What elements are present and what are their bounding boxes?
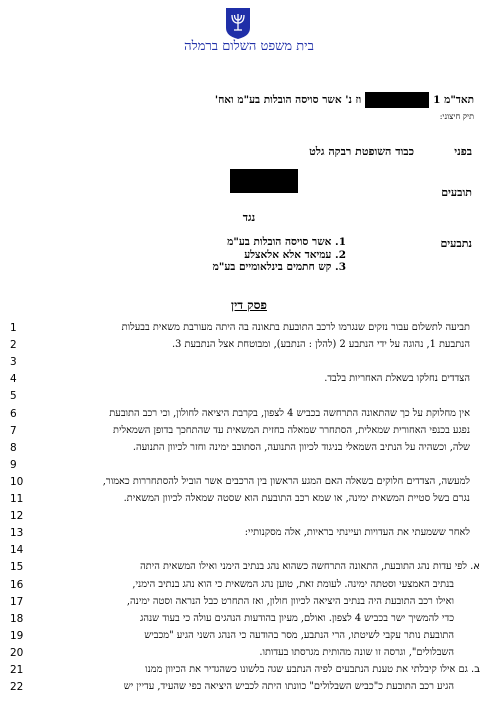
line-number: 2 [10, 339, 17, 352]
plaintiffs-label: תובעים [441, 186, 472, 199]
court-name: בית משפט השלום ברמלה [184, 39, 314, 54]
line-number: 13 [10, 527, 24, 540]
line-number: 6 [10, 407, 17, 420]
line-number: 17 [10, 595, 24, 608]
paragraph-text: גם אילו קיבלתי את טענת הנתבעים לפיה הנתבע שגה בלשונו כשהגדיר את הכיוון ממנו [145, 664, 468, 675]
defendants-list [213, 236, 346, 274]
defendant-item: 1. אשר סויסה הובלות בע"מ [227, 236, 346, 248]
line-number: 1 [10, 322, 17, 334]
line-number: 20 [10, 646, 24, 659]
defendant-item: 3. קש חתמים בינלאומיים בע"מ [212, 261, 346, 273]
line-number: 8 [10, 441, 17, 454]
defendants-label: נתבעים [440, 237, 472, 250]
versus-label: נגד [242, 211, 256, 224]
line-number: 4 [10, 373, 17, 386]
line-number: 15 [10, 561, 24, 574]
judge-name: כבוד השופטת רבקה גלט [309, 145, 414, 158]
body-line-text: בנתיב האמצעי וסטתה ימינה. לעומת זאת, טוען נהג המשאית כי הוא נהג בנתיב הימני, [132, 578, 454, 590]
body-line-text [145, 664, 480, 675]
body-line-text: ואילו רכב התובעת היה בנתיב היציאה לכיוון חולון, ואז התחרט כבל הנראה וסטה ימינה, [126, 595, 454, 607]
body-line-text: כדי להמשיך ישר בכביש 4 לצפון. ואולם, מעיון בהודעות הנהגים עולה כי בעוד שנהג [140, 612, 454, 624]
line-number: 5 [10, 390, 17, 403]
body-line-text: למעשה, הצדדים חלוקים בשאלה האם המגע הראשון בין הרכבים אשר הוביל להסתחררות כאמור, [102, 475, 470, 487]
body-line-text: נגרם בשל סטיית המשאית ימינה, או שמא רכב התובעת הוא שסטה שמאלה לכיוון המשאית. [123, 493, 470, 504]
external-case-label: תיק חיצוני: [439, 112, 474, 121]
line-number: 18 [10, 612, 24, 625]
state-emblem-icon [224, 6, 252, 40]
case-number-line [34, 92, 474, 108]
body-line-text: התובעת נותר עקבי לשיטתו, הרי הנתבע, מסר בהודעה כי הנהג השני הגיע "מכביש [144, 629, 454, 641]
redaction-bar [365, 92, 429, 108]
verdict-title: פסק דין [231, 298, 267, 312]
body-line-text: הגיע רכב התובעת כ"כביש השבלולים" כוונתו היתה לכביש היציאה כפי שהעיד, עדיין יש [123, 681, 454, 693]
body-line-text: שלה, וכשהיה על הנתיב השמאלי בניגוד לכיוון התנועה, הסתובב ימינה וחזר לכיוון התנועה. [132, 441, 470, 453]
line-number: 3 [10, 356, 17, 369]
paragraph-marker: א. [470, 561, 480, 573]
line-number: 7 [10, 424, 17, 437]
line-number: 14 [10, 544, 24, 557]
line-number: 22 [10, 681, 24, 694]
body-line-text: נפגע בכנפי האחורית שמאלית, הסתחרר שמאלה בחזית המשאית עד שהתחכך בדופן השמאלית [113, 424, 470, 436]
line-number: 12 [10, 510, 24, 523]
body-line-text: הנתבעת 1, נהוגה על ידי הנתבע 2 (להלן : הנתבע), ומבוטחת אצל הנתבעת 3. [172, 339, 470, 351]
before-label: בפני [454, 145, 472, 158]
line-number: 9 [10, 458, 17, 471]
paragraph-marker: ב. [471, 664, 480, 675]
line-number: 19 [10, 629, 24, 642]
body-line-text: השבלולים", וגרסה זו שונה מהותית מגרסתו בעדותו. [259, 646, 454, 658]
line-number: 11 [10, 493, 24, 505]
body-line-text: אין מחלוקת על כך שהתאונה התרחשה בכביש 4 לצפון, בקרבת היציאה לחולון, וכי רכב התובעת [109, 407, 470, 419]
body-line-text: לאחר ששמעתי את העדויות ועיינתי בראיות, אלה מסקנותיי: [244, 527, 470, 539]
redacted-plaintiff-name [230, 169, 298, 193]
body-line-text: תביעה לתשלום עבור נזקים שנגרמו לרכב התובעת בתאונה בה היתה מעורבת משאית בבעלות [121, 322, 470, 333]
defendant-item: 2. עמיאד אלא אלאצלע [244, 248, 346, 261]
case-title: וז נ' אשר סויסה הובלות בע"מ ואח' [214, 94, 362, 106]
body-line-text: הצדדים נחלקו בשאלת האחריות בלבד. [324, 373, 470, 385]
line-number: 16 [10, 578, 24, 591]
paragraph-text: לפי עדות נהג התובעת, התאונה התרחשה כשהוא נהג בנתיב הימני ואילו המשאית היתה [140, 561, 467, 573]
case-number-prefix: תאד"מ 1 [433, 94, 474, 106]
line-number: 21 [10, 664, 24, 676]
body-line-text [140, 561, 480, 572]
line-number: 10 [10, 475, 24, 488]
